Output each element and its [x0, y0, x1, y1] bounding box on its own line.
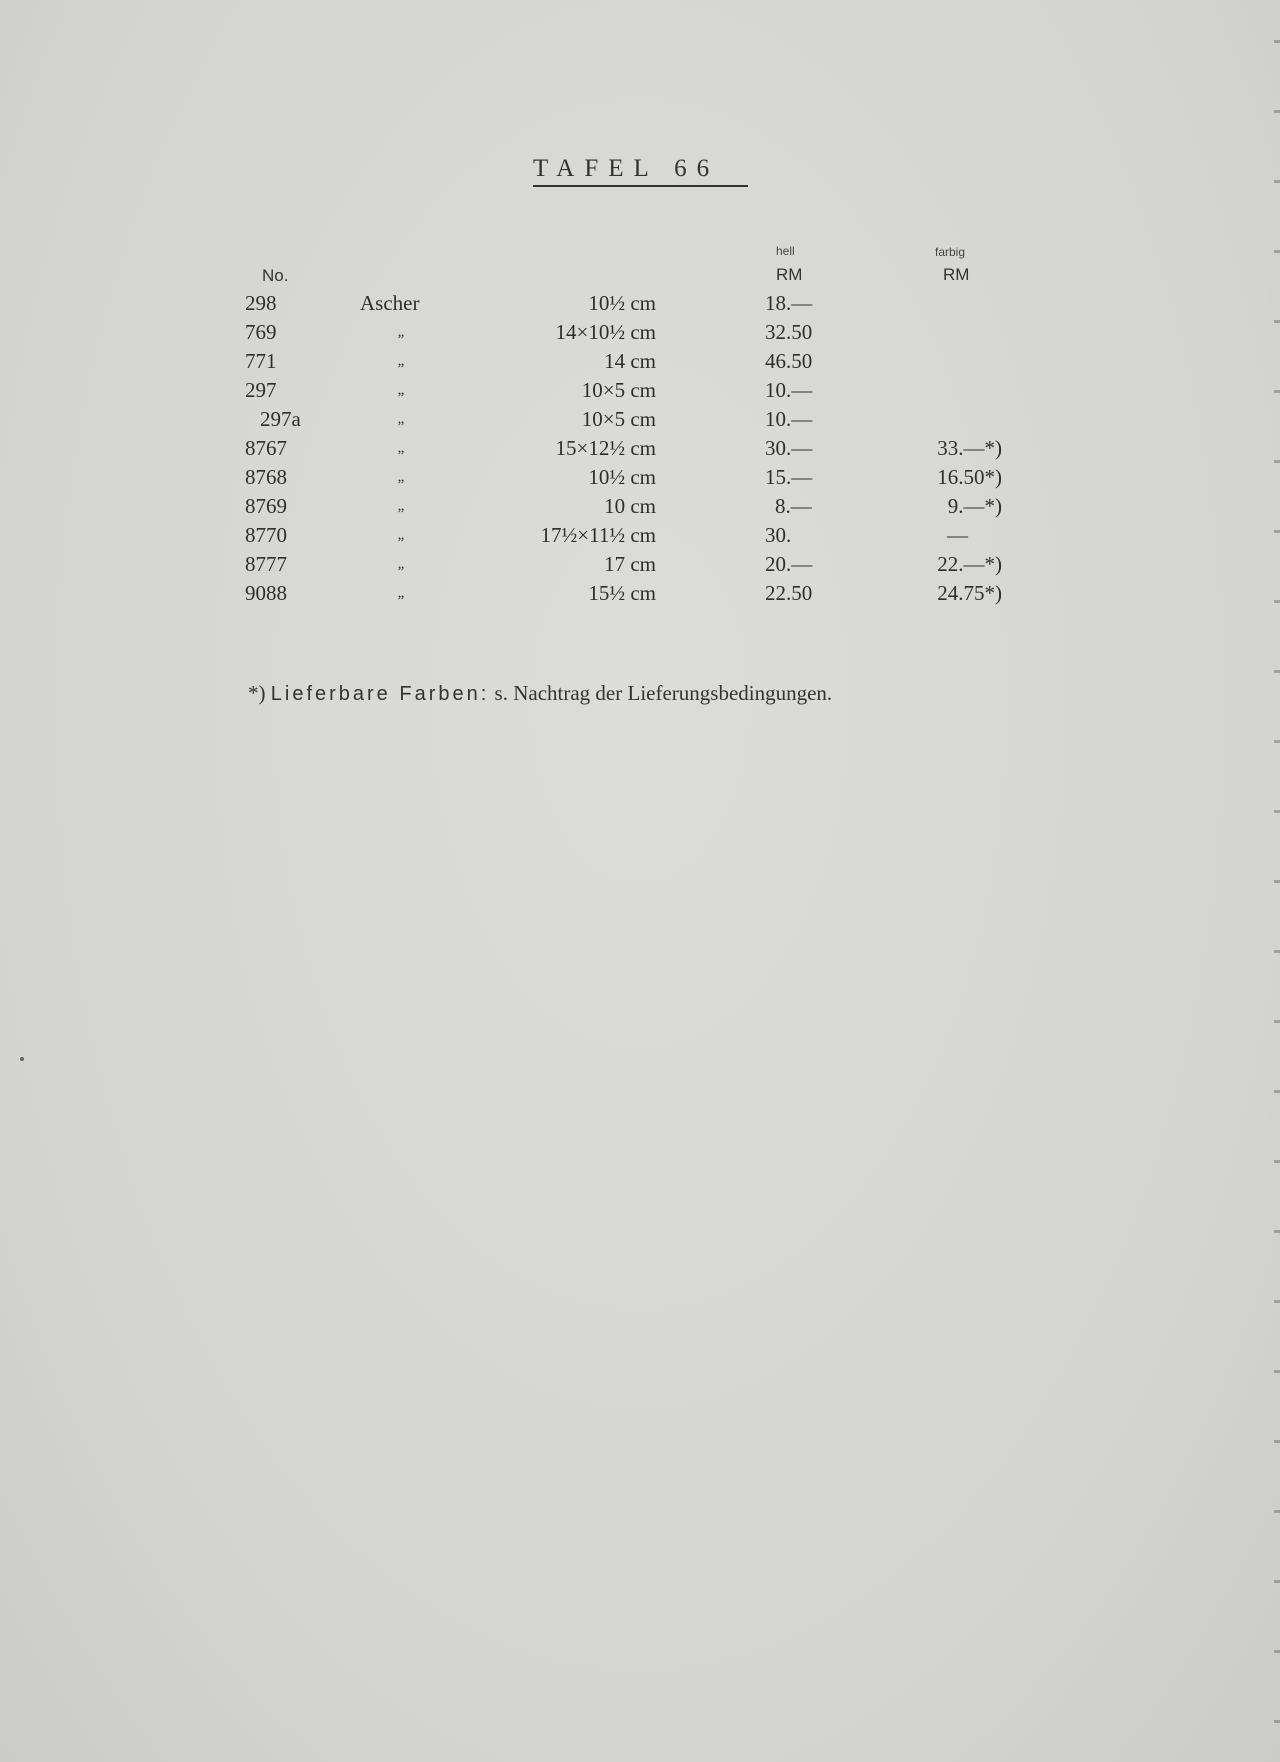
item-number: 298: [245, 291, 277, 315]
footnote-marker: *): [248, 681, 266, 705]
ditto-mark: „: [397, 411, 405, 427]
item-number: 771: [245, 349, 277, 373]
table-row: [0, 492, 1280, 521]
ditto-mark: „: [397, 556, 405, 572]
item-number: 8767: [245, 436, 287, 460]
header-farbig-unit: RM: [943, 265, 970, 284]
item-size: 14 cm: [604, 349, 656, 373]
item-number: 297a: [260, 407, 301, 431]
price-farbig: —: [947, 523, 968, 547]
item-number: 8768: [245, 465, 287, 489]
item-size: 15½ cm: [588, 581, 656, 605]
item-number: 8770: [245, 523, 287, 547]
header-no: No.: [262, 266, 289, 285]
header-hell-unit: RM: [776, 265, 803, 284]
footnote-text: s. Nachtrag der Lieferungsbedingungen.: [494, 681, 833, 705]
table-row: [0, 347, 1280, 376]
header-farbig-label: farbig: [935, 245, 966, 259]
item-number: 9088: [245, 581, 287, 605]
price-farbig: 9.—*): [947, 494, 1002, 518]
item-name: Ascher: [360, 291, 420, 315]
table-row: [0, 376, 1280, 405]
price-farbig: 22.—*): [937, 552, 1002, 576]
price-hell: 8.—: [775, 494, 812, 518]
table-row: [0, 521, 1280, 550]
table-row: [0, 550, 1280, 579]
page-title: TAFEL 66: [533, 155, 720, 182]
ditto-mark: „: [397, 324, 405, 340]
item-size: 10×5 cm: [581, 407, 656, 431]
item-size: 14×10½ cm: [555, 320, 656, 344]
speck: [20, 1057, 24, 1061]
ditto-mark: „: [397, 440, 405, 456]
item-size: 10½ cm: [588, 465, 656, 489]
price-hell: 18.—: [765, 291, 813, 315]
price-hell: 30.—: [765, 436, 813, 460]
price-hell: 22.50: [765, 581, 813, 605]
item-number: 8777: [245, 552, 287, 576]
price-hell: 10.—: [765, 407, 813, 431]
ditto-mark: „: [397, 469, 405, 485]
ditto-mark: „: [397, 353, 405, 369]
price-hell: 46.50: [765, 349, 813, 373]
item-size: 17 cm: [604, 552, 656, 576]
header-hell-label: hell: [776, 244, 795, 258]
table-row: [0, 434, 1280, 463]
item-number: 297: [245, 378, 277, 402]
ditto-mark: „: [397, 527, 405, 543]
item-size: 10×5 cm: [581, 378, 656, 402]
price-hell: 15.—: [765, 465, 813, 489]
price-farbig: 24.75*): [937, 581, 1002, 605]
item-size: 17½×11½ cm: [540, 523, 656, 547]
item-size: 10½ cm: [588, 291, 656, 315]
price-hell: 30.: [765, 523, 792, 547]
table-row: [0, 289, 1280, 318]
price-hell: 20.—: [765, 552, 813, 576]
ditto-mark: „: [397, 382, 405, 398]
price-hell: 32.50: [765, 320, 813, 344]
item-size: 10 cm: [604, 494, 656, 518]
footnote: [248, 681, 1008, 706]
price-farbig: 33.—*): [937, 436, 1002, 460]
footnote-spaced-text: Lieferbare Farben:: [270, 683, 490, 705]
item-number: 8769: [245, 494, 287, 518]
price-farbig: 16.50*): [937, 465, 1002, 489]
table-row: [0, 579, 1280, 608]
table-row: [0, 318, 1280, 347]
item-number: 769: [245, 320, 277, 344]
price-hell: 10.—: [765, 378, 813, 402]
item-size: 15×12½ cm: [555, 436, 656, 460]
table-row: [0, 405, 1280, 434]
ditto-mark: „: [397, 585, 405, 601]
ditto-mark: „: [397, 498, 405, 514]
page-edge-marks: [1274, 0, 1280, 1762]
title-underline: [533, 185, 748, 187]
table-row: [0, 463, 1280, 492]
